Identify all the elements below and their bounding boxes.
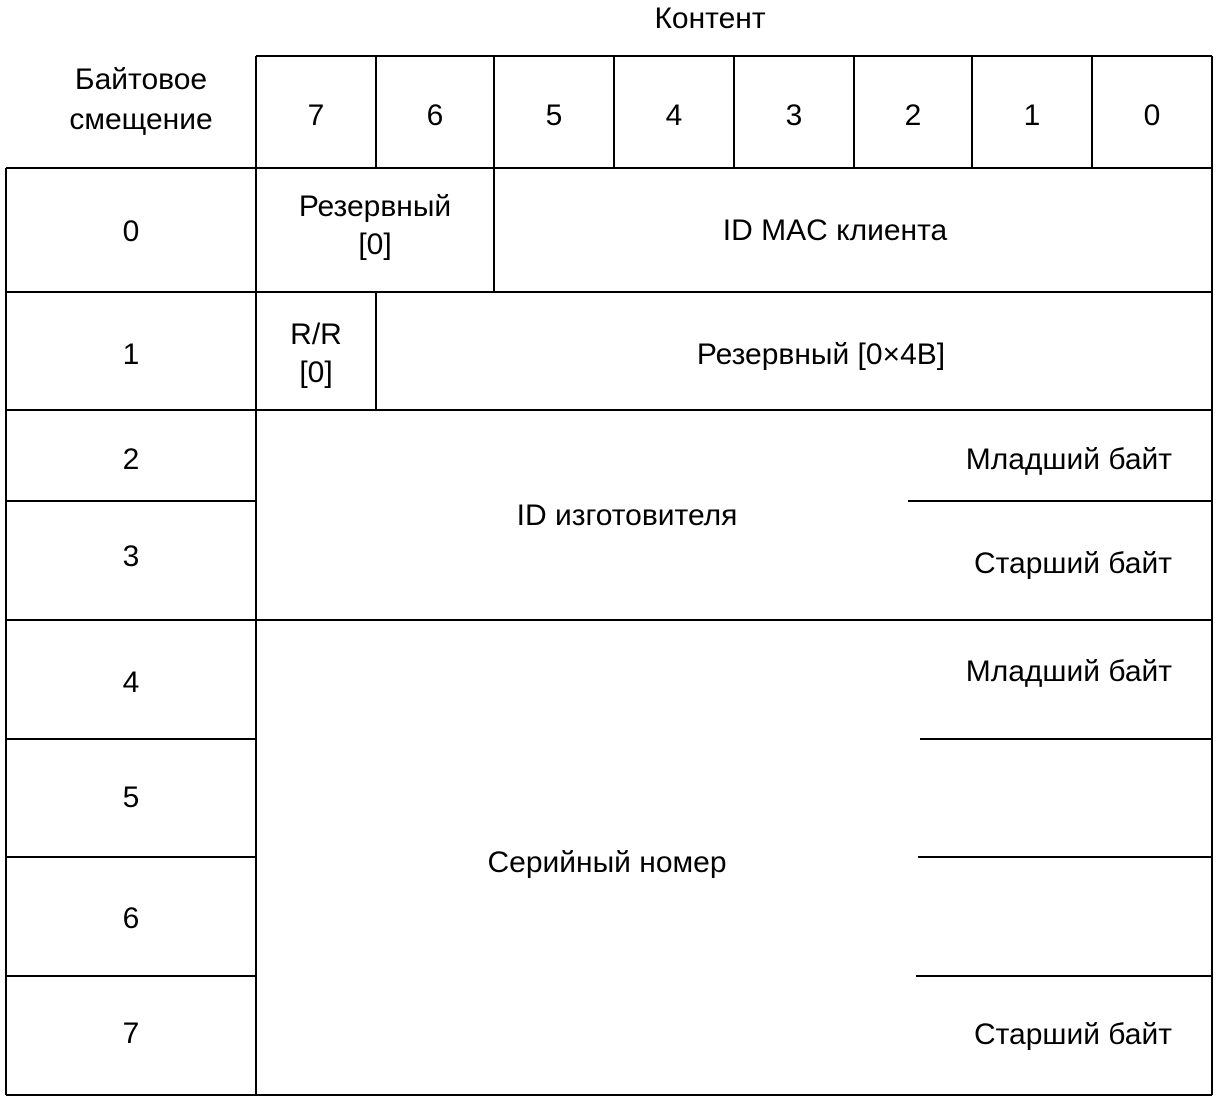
reserved-field-row0: Резервный [0] [298, 190, 452, 261]
offset-3: 3 [122, 540, 140, 573]
bit-4-header: 4 [665, 99, 683, 132]
offset-1: 1 [122, 338, 140, 371]
reserved-4b-field: Резервный [0×4B] [696, 338, 946, 371]
bit-5-header: 5 [545, 99, 563, 132]
serial-high-byte-label: Старший байт [973, 1018, 1172, 1051]
bit-7-header: 7 [307, 99, 325, 132]
manufacturer-id-field: ID изготовителя [516, 499, 738, 532]
manufacturer-high-byte-label: Старший байт [973, 547, 1172, 580]
manufacturer-low-byte-label: Младший байт [965, 443, 1172, 476]
offset-6: 6 [122, 902, 140, 935]
offset-4: 4 [122, 666, 140, 699]
offset-header: Байтовое смещение [69, 63, 213, 136]
content-title: Контент [654, 2, 766, 35]
bit-2-header: 2 [904, 99, 922, 132]
mac-client-id-field: ID MAC клиента [722, 214, 948, 247]
rr-field: R/R [0] [290, 318, 342, 389]
bit-6-header: 6 [426, 99, 444, 132]
offset-0: 0 [122, 215, 140, 248]
serial-low-byte-label: Младший байт [965, 655, 1172, 688]
offset-2: 2 [122, 443, 140, 476]
bit-0-header: 0 [1143, 99, 1161, 132]
offset-7: 7 [122, 1017, 140, 1050]
offset-5: 5 [122, 781, 140, 814]
bit-1-header: 1 [1023, 99, 1041, 132]
serial-number-field: Серийный номер [487, 846, 727, 879]
bit-3-header: 3 [785, 99, 803, 132]
